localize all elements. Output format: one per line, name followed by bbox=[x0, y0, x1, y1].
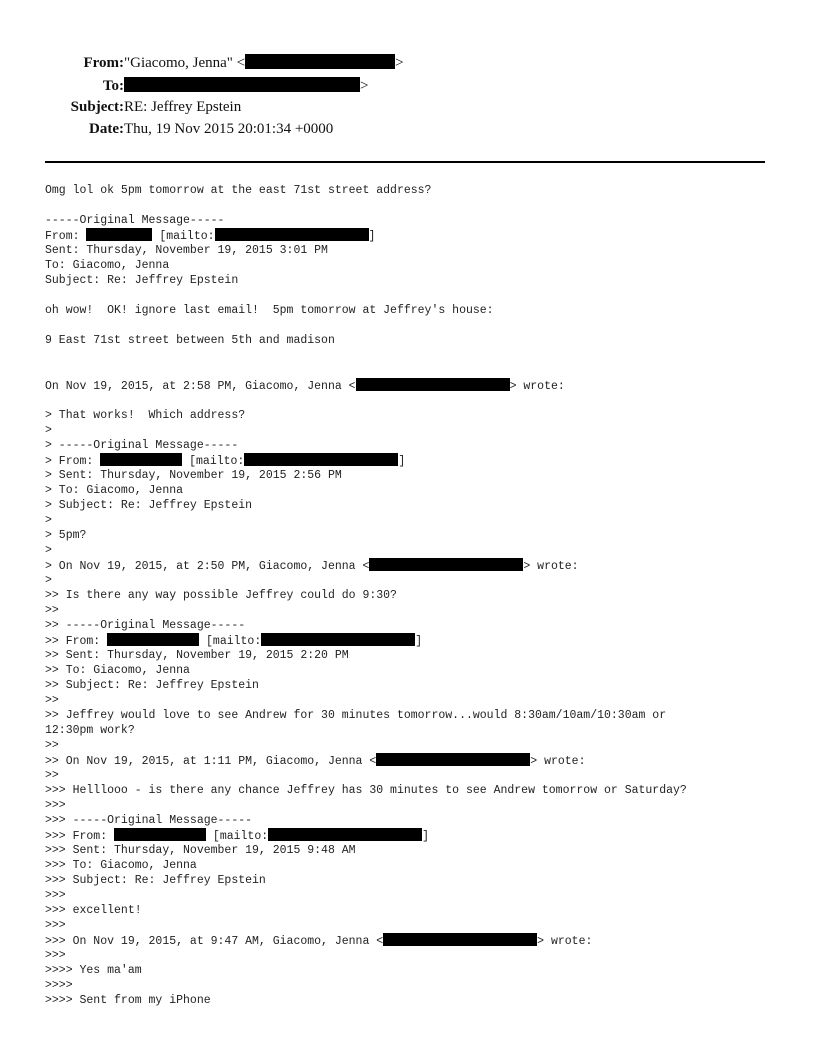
body-line: To: Giacomo, Jenna bbox=[45, 259, 170, 272]
from-value bbox=[124, 54, 404, 72]
body-line: >>> bbox=[45, 919, 66, 932]
body-line: >> bbox=[45, 769, 59, 782]
body-line: >>> Subject: Re: Jeffrey Epstein bbox=[45, 874, 266, 887]
body-line: 12:30pm work? bbox=[45, 724, 135, 737]
from-prefix: >> From: bbox=[45, 635, 108, 648]
header-divider bbox=[45, 161, 765, 163]
body-line: >>>> Sent from my iPhone bbox=[45, 994, 211, 1007]
redaction-box bbox=[124, 77, 360, 92]
body-line bbox=[45, 378, 805, 393]
body-line bbox=[45, 228, 805, 243]
mailto-prefix: [mailto: bbox=[199, 635, 262, 648]
body-line: > bbox=[45, 574, 52, 587]
body-line: >> bbox=[45, 694, 59, 707]
date-label: Date: bbox=[89, 121, 124, 137]
redaction-box bbox=[383, 933, 537, 946]
email-body bbox=[45, 183, 805, 1008]
body-line: -----Original Message----- bbox=[45, 214, 225, 227]
body-line: >>> Sent: Thursday, November 19, 2015 9:48 AM bbox=[45, 844, 356, 857]
redaction-box bbox=[268, 828, 422, 841]
body-line: Omg lol ok 5pm tomorrow at the east 71st street address? bbox=[45, 184, 432, 197]
body-line: Subject: Re: Jeffrey Epstein bbox=[45, 274, 239, 287]
body-line bbox=[45, 828, 805, 843]
redaction-box bbox=[100, 453, 182, 466]
wrote-suffix: > wrote: bbox=[530, 755, 586, 768]
body-line: >>> bbox=[45, 889, 66, 902]
body-line: >>> excellent! bbox=[45, 904, 142, 917]
body-line: oh wow! OK! ignore last email! 5pm tomorrow at Jeffrey's house: bbox=[45, 304, 494, 317]
blank-line bbox=[45, 318, 805, 333]
body-line: > To: Giacomo, Jenna bbox=[45, 484, 184, 497]
body-line: >>> Helllooo - is there any chance Jeffrey has 30 minutes to see Andrew tomorrow or Saturday? bbox=[45, 784, 687, 797]
redaction-box bbox=[114, 828, 206, 841]
body-line: > bbox=[45, 514, 52, 527]
redaction-box bbox=[244, 453, 398, 466]
body-line: >> Jeffrey would love to see Andrew for 30 minutes tomorrow...would 8:30am/10am/10:30am or bbox=[45, 709, 667, 722]
body-line: >> bbox=[45, 739, 59, 752]
body-line: >> bbox=[45, 604, 59, 617]
body-line: Sent: Thursday, November 19, 2015 3:01 PM bbox=[45, 244, 328, 257]
mailto-suffix: ] bbox=[398, 455, 406, 468]
mailto-prefix: [mailto: bbox=[206, 830, 269, 843]
redaction-box bbox=[376, 753, 530, 766]
body-line: >> Is there any way possible Jeffrey could do 9:30? bbox=[45, 589, 397, 602]
body-line: >>> bbox=[45, 799, 66, 812]
from-row bbox=[0, 54, 700, 72]
body-line: 9 East 71st street between 5th and madison bbox=[45, 334, 335, 347]
body-line bbox=[45, 753, 805, 768]
body-line bbox=[45, 558, 805, 573]
redaction-box bbox=[356, 378, 510, 391]
mailto-prefix: [mailto: bbox=[152, 230, 215, 243]
redaction-box bbox=[245, 54, 395, 69]
mailto-suffix: ] bbox=[415, 635, 423, 648]
blank-line bbox=[45, 288, 805, 303]
body-line: >>> bbox=[45, 949, 66, 962]
from-prefix: From: bbox=[45, 230, 87, 243]
blank-line bbox=[45, 363, 805, 378]
body-line: >>> -----Original Message----- bbox=[45, 814, 253, 827]
body-line: >>>> bbox=[45, 979, 73, 992]
wrote-suffix: > wrote: bbox=[523, 560, 579, 573]
to-row bbox=[0, 77, 700, 95]
mailto-prefix: [mailto: bbox=[182, 455, 245, 468]
redaction-box bbox=[86, 228, 152, 241]
body-line: >>>> Yes ma'am bbox=[45, 964, 142, 977]
wrote-suffix: > wrote: bbox=[509, 380, 565, 393]
body-line: >> -----Original Message----- bbox=[45, 619, 246, 632]
body-line: > bbox=[45, 544, 52, 557]
to-suffix: > bbox=[360, 78, 369, 94]
subject-value: RE: Jeffrey Epstein bbox=[124, 99, 242, 115]
blank-line bbox=[45, 198, 805, 213]
body-line: > 5pm? bbox=[45, 529, 87, 542]
body-line: > Sent: Thursday, November 19, 2015 2:56 PM bbox=[45, 469, 342, 482]
body-line: >> Sent: Thursday, November 19, 2015 2:20 PM bbox=[45, 649, 349, 662]
body-line: > Subject: Re: Jeffrey Epstein bbox=[45, 499, 253, 512]
redaction-box bbox=[215, 228, 369, 241]
to-value bbox=[124, 77, 368, 95]
date-value: Thu, 19 Nov 2015 20:01:34 +0000 bbox=[124, 121, 334, 137]
wrote-suffix: > wrote: bbox=[537, 935, 593, 948]
to-label: To: bbox=[102, 78, 124, 94]
subject-row bbox=[0, 98, 700, 116]
wrote-prefix: > On Nov 19, 2015, at 2:50 PM, Giacomo, Jenna < bbox=[45, 560, 370, 573]
body-line bbox=[45, 933, 805, 948]
from-suffix: > bbox=[395, 55, 404, 71]
date-row bbox=[0, 120, 700, 138]
redaction-box bbox=[107, 633, 199, 646]
blank-line bbox=[45, 348, 805, 363]
mailto-suffix: ] bbox=[368, 230, 376, 243]
body-line: >> Subject: Re: Jeffrey Epstein bbox=[45, 679, 259, 692]
body-line bbox=[45, 633, 805, 648]
body-line: > bbox=[45, 424, 52, 437]
body-line: >> To: Giacomo, Jenna bbox=[45, 664, 190, 677]
body-line: > -----Original Message----- bbox=[45, 439, 239, 452]
body-line: > That works! Which address? bbox=[45, 409, 246, 422]
body-line bbox=[45, 453, 805, 468]
from-name: "Giacomo, Jenna" < bbox=[124, 55, 246, 71]
subject-label: Subject: bbox=[70, 99, 124, 115]
from-prefix: >>> From: bbox=[45, 830, 115, 843]
wrote-prefix: On Nov 19, 2015, at 2:58 PM, Giacomo, Jenna < bbox=[45, 380, 356, 393]
body-line: >>> To: Giacomo, Jenna bbox=[45, 859, 197, 872]
wrote-prefix: >> On Nov 19, 2015, at 1:11 PM, Giacomo, Jenna < bbox=[45, 755, 377, 768]
blank-line bbox=[45, 393, 805, 408]
wrote-prefix: >>> On Nov 19, 2015, at 9:47 AM, Giacomo, Jenna < bbox=[45, 935, 384, 948]
mailto-suffix: ] bbox=[422, 830, 430, 843]
from-prefix: > From: bbox=[45, 455, 101, 468]
redaction-box bbox=[369, 558, 523, 571]
from-label: From: bbox=[83, 55, 124, 71]
redaction-box bbox=[261, 633, 415, 646]
